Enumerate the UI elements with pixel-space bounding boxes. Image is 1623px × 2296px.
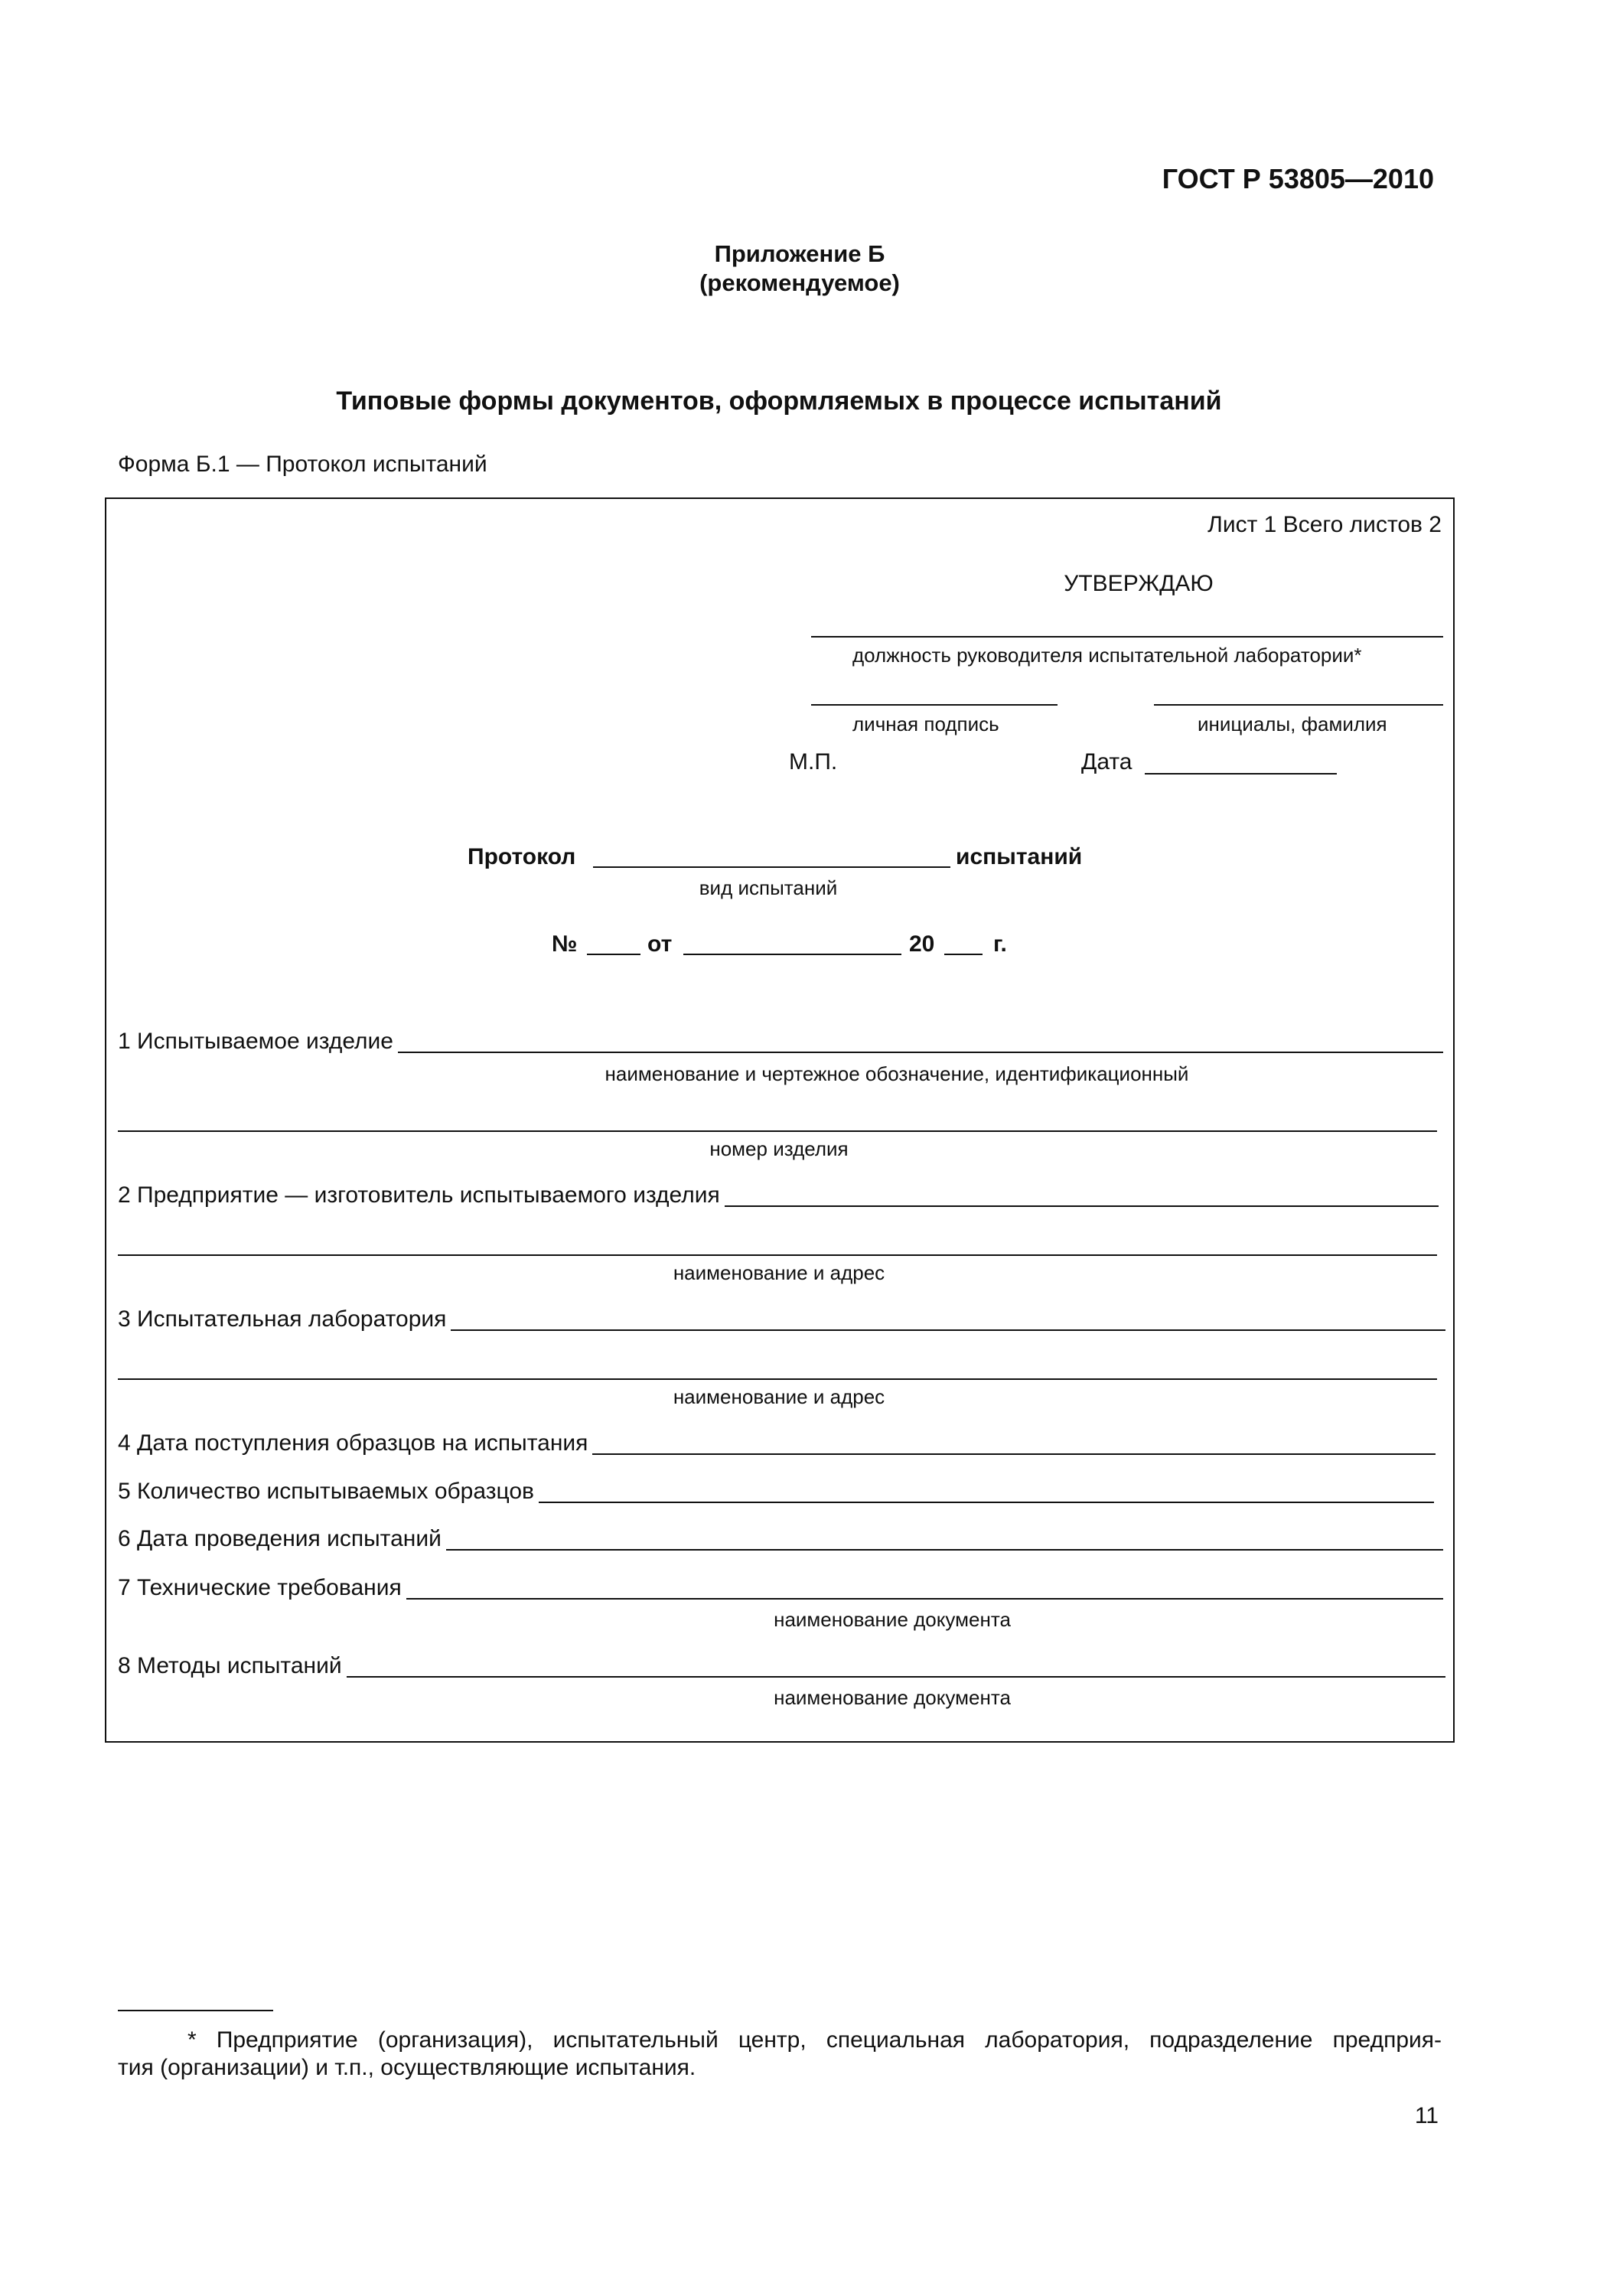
item-input-line[interactable] (347, 1659, 1445, 1678)
item-label: 2 Предприятие — изготовитель испытываемого изделия (118, 1182, 720, 1208)
item-continuation-line[interactable] (118, 1378, 1437, 1380)
item-input-line[interactable] (725, 1189, 1439, 1207)
item-laboratory (118, 1308, 1445, 1331)
protocol-suffix: испытаний (956, 844, 1083, 869)
item-manufacturer (118, 1184, 1439, 1207)
item-test-date (118, 1528, 1443, 1551)
item-label: 1 Испытываемое изделие (118, 1029, 393, 1054)
item-continuation-line[interactable] (118, 1254, 1437, 1256)
item-label: 5 Количество испытываемых образцов (118, 1479, 534, 1504)
appendix-status: (рекомендуемое) (699, 269, 900, 296)
item-caption: номер изделия (709, 1137, 849, 1160)
item-sample-count (118, 1480, 1434, 1503)
item-label: 7 Технические требования (118, 1575, 402, 1600)
signature-line[interactable] (811, 704, 1058, 706)
number-label: № (552, 931, 578, 957)
sheet-info: Лист 1 Всего листов 2 (1207, 512, 1442, 537)
year-line[interactable] (944, 954, 983, 955)
item-input-line[interactable] (451, 1313, 1445, 1331)
signature-caption: личная подпись (852, 713, 999, 735)
item-input-line[interactable] (539, 1485, 1434, 1503)
protocol-label: Протокол (468, 844, 576, 869)
item-receipt-date (118, 1432, 1436, 1455)
appendix-title: Приложение Б (714, 240, 885, 267)
page-number: 11 (1414, 2103, 1439, 2128)
from-label: от (647, 931, 673, 957)
item-label: 4 Дата поступления образцов на испытания (118, 1430, 588, 1456)
item-caption: наименование и чертежное обозначение, идентификационный (605, 1062, 1189, 1085)
footnote-line: тия (организации) и т.п., осуществляющие испытания. (118, 2055, 696, 2080)
item-technical-requirements (118, 1577, 1443, 1600)
footnote (118, 2027, 1442, 2082)
item-label: 8 Методы испытаний (118, 1653, 342, 1678)
form-frame (105, 497, 1455, 1743)
item-continuation-line[interactable] (118, 1130, 1437, 1132)
position-line[interactable] (811, 636, 1443, 638)
form-label: Форма Б.1 — Протокол испытаний (118, 452, 487, 477)
date-line[interactable] (1145, 773, 1337, 775)
approve-heading: УТВЕРЖДАЮ (1064, 571, 1214, 596)
name-caption: инициалы, фамилия (1198, 713, 1387, 735)
item-label: 3 Испытательная лаборатория (118, 1306, 447, 1332)
item-input-line[interactable] (398, 1035, 1443, 1053)
item-input-line[interactable] (406, 1581, 1443, 1600)
item-label: 6 Дата проведения испытаний (118, 1526, 442, 1551)
stamp-label: М.П. (789, 749, 838, 775)
item-input-line[interactable] (592, 1437, 1436, 1455)
item-caption: наименование и адрес (673, 1261, 885, 1284)
item-caption: наименование и адрес (673, 1385, 885, 1408)
year-prefix: 20 (909, 931, 935, 957)
item-input-line[interactable] (446, 1532, 1443, 1551)
standard-id: ГОСТ Р 53805—2010 (1162, 163, 1434, 194)
item-caption: наименование документа (774, 1608, 1011, 1631)
date-from-line[interactable] (683, 954, 901, 955)
footnote-line: * Предприятие (организация), испытательный центр, специальная лаборатория, подразделение предприя- (187, 2027, 1442, 2053)
item-tested-product (118, 1030, 1443, 1053)
item-caption: наименование документа (774, 1686, 1011, 1709)
test-type-caption: вид испытаний (699, 876, 838, 899)
footnote-rule (118, 2010, 273, 2011)
date-label: Дата (1081, 749, 1133, 775)
item-test-methods (118, 1655, 1445, 1678)
position-caption: должность руководителя испытательной лаборатории* (852, 644, 1362, 667)
year-suffix: г. (993, 931, 1007, 957)
name-line[interactable] (1154, 704, 1443, 706)
section-title: Типовые формы документов, оформляемых в процессе испытаний (336, 386, 1222, 416)
number-line[interactable] (587, 954, 640, 955)
test-type-line[interactable] (593, 866, 950, 868)
